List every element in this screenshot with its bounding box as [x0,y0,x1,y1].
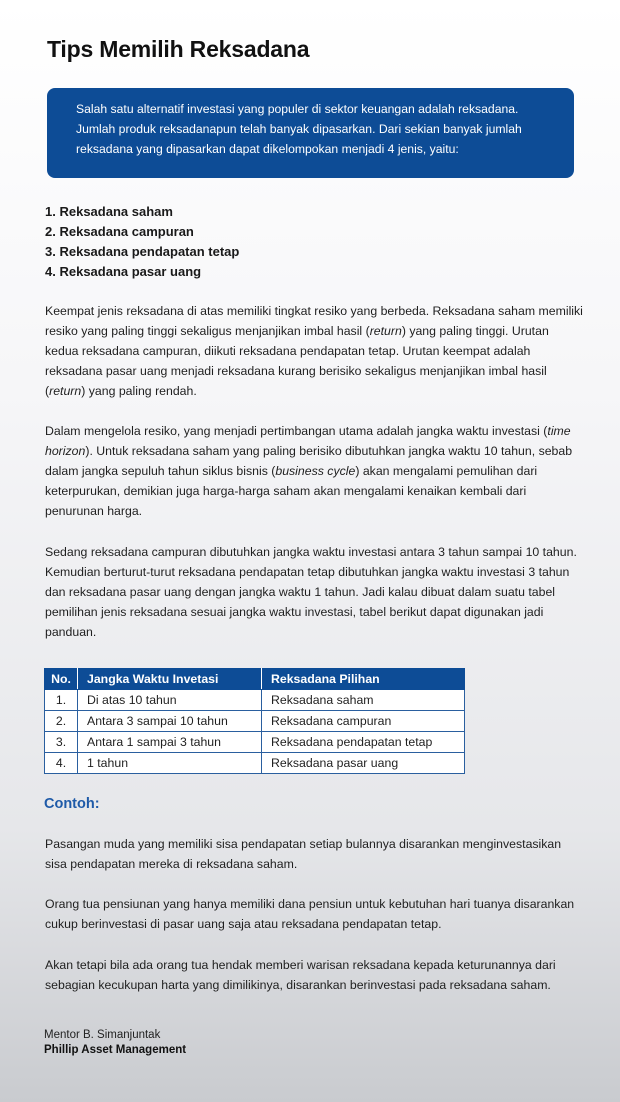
italic-term: return [49,384,82,398]
text-span: ) yang paling tinggi. Urutan kedua reksadana campuran, diikuti reksadana pendapatan tetap. Urutan keempat adalah reksadana pasar uang menjadi reksadana kurang berisiko sekaligus menjanjikan imbal hasil ( [45,324,549,398]
table-row [45,732,465,753]
intro-line: Jumlah produk reksadanapun telah banyak dipasarkan. Dari sekian banyak jumlah [76,122,522,136]
list-item-number: 1 [45,204,53,219]
fund-types-list [45,202,239,282]
list-item-label: Reksadana pasar uang [59,264,202,279]
author-organization: Phillip Asset Management [44,1044,187,1056]
list-item-number: 3 [45,244,53,259]
intro-line: reksadana yang dipasarkan dapat dikelompokan menjadi 4 jenis, yaitu: [76,142,459,156]
list-item-label: Reksadana pendapatan tetap [59,244,240,259]
table-header-row [45,669,465,690]
list-item-label: Reksadana campuran [59,224,194,239]
risk-paragraph [45,301,585,401]
cell-no: 2. [45,711,78,732]
list-item: 1. Reksadana saham [45,204,173,219]
text-span: Keempat jenis reksadana di atas memiliki tingkat resiko yang berbeda. Reksadana saham memiliki resiko yang paling tinggi sekaligus menjanjikan imbal hasil ( [45,304,583,338]
cell-period: 1 tahun [78,753,262,774]
header-no: No. [45,669,78,690]
text-span: ) akan mengalami pemulihan dari keterpurukan, demikian juga harga-harga saham akan mengalami kenaikan kembali dari penurunan harga. [45,464,538,518]
list-item: 4. Reksadana pasar uang [45,264,202,279]
time-horizon-paragraph [45,421,585,521]
cell-period: Di atas 10 tahun [78,690,262,711]
cell-no: 1. [45,690,78,711]
table-row [45,711,465,732]
header-choice: Reksadana Pilihan [262,669,465,690]
example-paragraph: Akan tetapi bila ada orang tua hendak memberi warisan reksadana kepada keturunannya dari sebagian kecukupan harta yang dimilikinya, disarankan berinvestasi pada reksadana saham. [45,958,556,992]
cell-choice: Reksadana pendapatan tetap [262,732,465,753]
example-paragraph: Pasangan muda yang memiliki sisa pendapatan setiap bulannya disarankan menginvestasikan sisa pendapatan mereka di reksadana saham. [45,837,562,871]
example-heading: Contoh: [44,796,100,812]
list-item: 3. Reksadana pendapatan tetap [45,244,240,259]
list-item-label: Reksadana saham [59,204,173,219]
list-item: 2. Reksadana campuran [45,224,194,239]
header-period: Jangka Waktu Invetasi [78,669,262,690]
text-span: ) yang paling rendah. [81,384,197,398]
text-span: Dalam mengelola resiko, yang menjadi pertimbangan utama adalah jangka waktu investasi ( [45,424,548,438]
fund-choice-table [44,668,465,774]
italic-term: return [369,324,402,338]
cell-choice: Reksadana saham [262,690,465,711]
cell-no: 3. [45,732,78,753]
example-paragraph: Orang tua pensiunan yang hanya memiliki dana pensiun untuk kebutuhan hari tuanya disarankan cukup berinvestasi di pasar uang saja atau reksadana pendapatan tetap. [45,897,575,931]
table-row [45,753,465,774]
italic-term: business cycle [275,464,356,478]
cell-period: Antara 1 sampai 3 tahun [78,732,262,753]
table-intro-paragraph: Sedang reksadana campuran dibutuhkan jangka waktu investasi antara 3 tahun sampai 10 tahun. Kemudian berturut-turut reksadana pendapatan tetap dibutuhkan jangka waktu investasi 3 tahun dan reksadana pasar uang dengan jangka waktu 1 tahun. Jadi kalau dibuat dalam suatu tabel pemilihan jenis reksadana sesuai jangka waktu investasi, tabel berikut dapat digunakan jadi panduan. [45,545,577,639]
list-item-number: 4 [45,264,53,279]
text-span: ). Untuk reksadana saham yang paling berisiko dibutuhkan jangka waktu 10 tahun, sebab dalam jangka sepuluh tahun siklus bisnis ( [45,444,573,478]
intro-line: Salah satu alternatif investasi yang populer di sektor keuangan adalah reksadana. [76,102,519,116]
intro-box [47,88,574,178]
italic-term: time horizon [45,424,571,458]
table-row [45,690,465,711]
cell-period: Antara 3 sampai 10 tahun [78,711,262,732]
cell-choice: Reksadana campuran [262,711,465,732]
cell-no: 4. [45,753,78,774]
author-name: Mentor B. Simanjuntak [44,1029,161,1041]
cell-choice: Reksadana pasar uang [262,753,465,774]
page-title: Tips Memilih Reksadana [47,36,310,62]
list-item-number: 2 [45,224,53,239]
